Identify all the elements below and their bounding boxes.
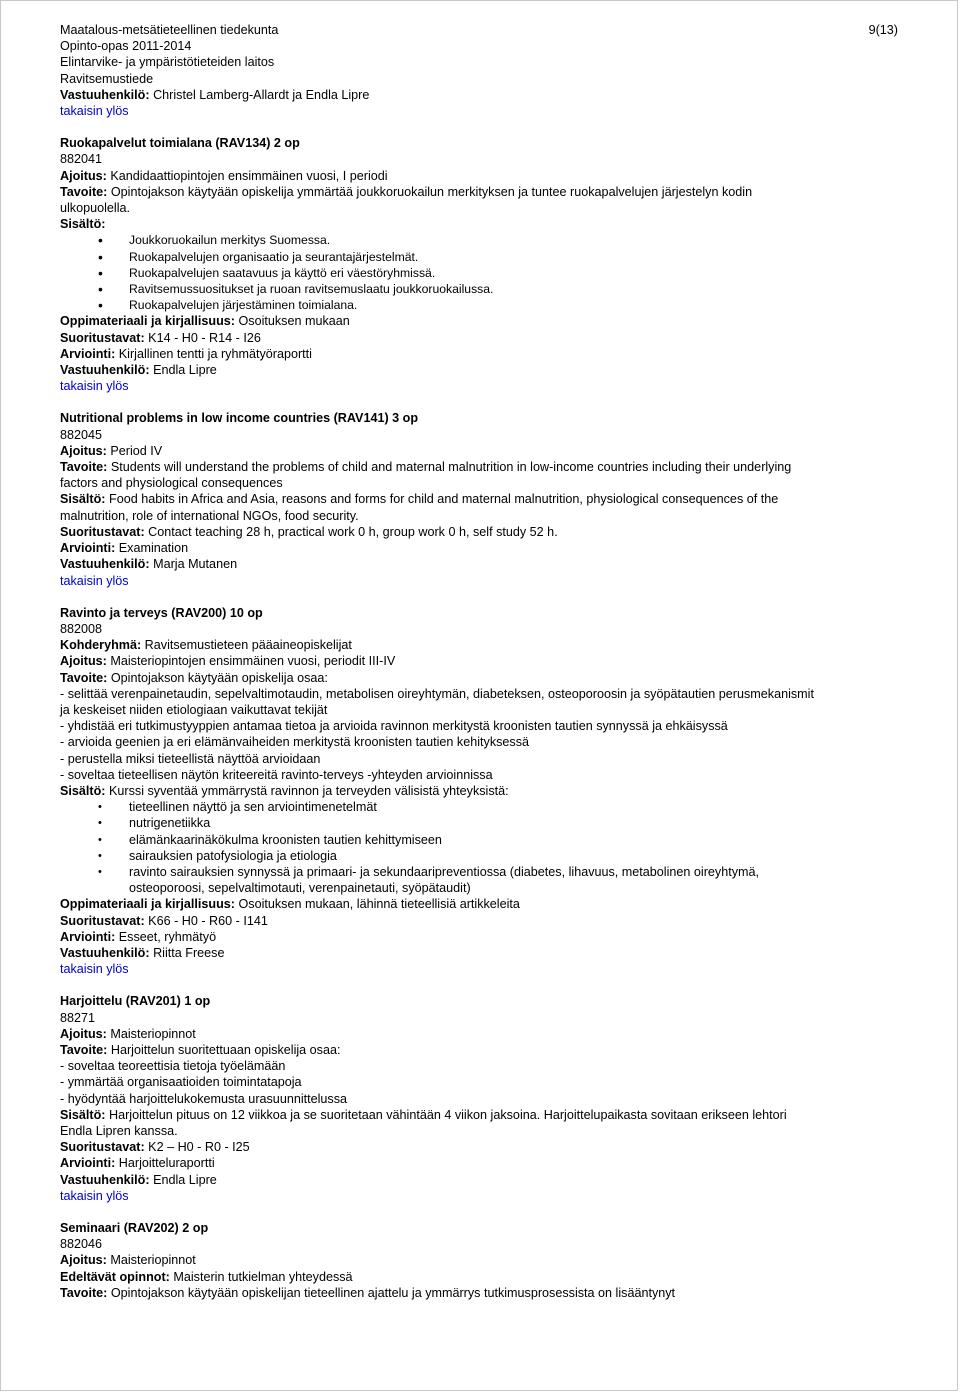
goal-line: - ymmärtää organisaatioiden toimintatapoja (60, 1075, 302, 1090)
back-to-top-link[interactable]: takaisin ylös (60, 379, 129, 394)
value: Osoituksen mukaan, lähinnä tieteellisiä artikkeleita (238, 897, 520, 912)
label: Vastuuhenkilö: (60, 945, 150, 960)
course-completion (60, 1139, 910, 1155)
value: Opintojakson käytyään opiskelija osaa: (110, 670, 328, 685)
course-code: 88271 (60, 1010, 96, 1025)
list-item: • Ruokapalvelujen saatavuus ja käyttö eri väestöryhmissä. (60, 265, 910, 281)
course-content (60, 491, 910, 507)
course-target-group (60, 637, 910, 653)
label: Kohderyhmä: (60, 638, 142, 653)
course-goal (60, 459, 910, 475)
label: Ajoitus: (60, 168, 107, 183)
label: Ajoitus: (60, 443, 107, 458)
label: Sisältö: (60, 492, 106, 507)
page-content (60, 22, 910, 1301)
value: Ravitsemustieteen pääaineopiskelijat (144, 638, 352, 653)
value: Harjoittelun pituus on 12 viikkoa ja se suoritetaan vähintään 4 viikon jaksoina. Harjoittelupaikasta sovitaan erikseen lehtori (109, 1107, 787, 1122)
goal-line: ja keskeiset niiden etiologiaan vaikuttavat tekijät (60, 702, 328, 717)
value: Contact teaching 28 h, practical work 0 h, group work 0 h, self study 52 h. (148, 524, 558, 539)
value: Osoituksen mukaan (238, 314, 350, 329)
course-content (60, 1107, 910, 1123)
label: Vastuuhenkilö: (60, 1172, 150, 1187)
value: Maisteriopinnot (110, 1253, 196, 1268)
value: Examination (118, 541, 189, 556)
value: Marja Mutanen (153, 557, 238, 572)
course-prerequisites (60, 1269, 910, 1285)
goal-line: - soveltaa tieteellisen näytön kriteereitä ravinto-terveys -yhteyden arvioinnissa (60, 767, 493, 782)
value: Students will understand the problems of child and maternal malnutrition in low-income countries including their underlying (110, 460, 792, 475)
value: Maisteriopintojen ensimmäinen vuosi, periodit III-IV (110, 654, 396, 669)
label: Tavoite: (60, 1285, 108, 1300)
course-code: 882046 (60, 1237, 103, 1252)
back-to-top-link[interactable]: takaisin ylös (60, 1188, 129, 1203)
label: Ajoitus: (60, 654, 107, 669)
course-assessment (60, 540, 910, 556)
course-completion (60, 524, 910, 540)
value: Esseet, ryhmätyö (118, 929, 217, 944)
course-responsible (60, 945, 910, 961)
value: Opintojakson käytyään opiskelijan tieteellinen ajattelu ja ymmärrys tutkimusprosessista on lisääntynyt (110, 1285, 676, 1300)
value: K2 – H0 - R0 - I25 (148, 1140, 250, 1155)
label: Suoritustavat: (60, 1140, 145, 1155)
content-list (60, 232, 910, 313)
course-timing (60, 168, 910, 184)
value: Christel Lamberg-Allardt ja Endla Lipre (153, 87, 370, 102)
label: Ajoitus: (60, 1026, 107, 1041)
label: Vastuuhenkilö: (60, 363, 150, 378)
label: Suoritustavat: (60, 524, 145, 539)
value: K66 - H0 - R60 - I141 (148, 913, 268, 928)
label: Tavoite: (60, 460, 108, 475)
course-title: Harjoittelu (RAV201) 1 op (60, 994, 211, 1009)
course-timing (60, 653, 910, 669)
course-timing (60, 1252, 910, 1268)
course-materials (60, 313, 910, 329)
value: Endla Lipre (153, 1172, 217, 1187)
course-code: 882041 (60, 152, 103, 167)
course-title: Nutritional problems in low income countries (RAV141) 3 op (60, 411, 419, 426)
value: Harjoitteluraportti (118, 1156, 215, 1171)
value: Harjoittelun suoritettuaan opiskelija osaa: (110, 1042, 341, 1057)
department-name: Elintarvike- ja ympäristötieteiden laitos (60, 55, 275, 70)
goal-line: - selittää verenpainetaudin, sepelvaltimotaudin, metabolisen oireyhtymän, diabeteksen, osteoporoosin ja syöpätautien perusmekanismit (60, 686, 814, 701)
label: Oppimateriaali ja kirjallisuus: (60, 314, 235, 329)
label: Arviointi: (60, 929, 116, 944)
course-completion (60, 913, 910, 929)
course-assessment (60, 1155, 910, 1171)
content-list (60, 799, 910, 896)
value: Kandidaattiopintojen ensimmäinen vuosi, I periodi (110, 168, 388, 183)
value: Kirjallinen tentti ja ryhmätyöraportti (118, 346, 312, 361)
label: Vastuuhenkilö: (60, 87, 150, 102)
label: Arviointi: (60, 346, 116, 361)
list-item (60, 864, 910, 896)
goal-line: - arvioida geenien ja eri elämänvaiheiden merkitystä kroonisten tautien kehityksessä (60, 735, 530, 750)
value: Food habits in Africa and Asia, reasons and forms for child and maternal malnutrition, physiological consequences of the (109, 492, 779, 507)
back-to-top-link[interactable]: takaisin ylös (60, 573, 129, 588)
list-item: • Ruokapalvelujen järjestäminen toimialana. (60, 297, 910, 313)
value: Endla Lipre (153, 363, 217, 378)
label: Edeltävät opinnot: (60, 1269, 170, 1284)
back-to-top-link[interactable]: takaisin ylös (60, 962, 129, 977)
label: Tavoite: (60, 184, 108, 199)
course-goal-cont: factors and physiological consequences (60, 476, 283, 491)
value: K14 - H0 - R14 - I26 (148, 330, 261, 345)
label: Suoritustavat: (60, 913, 145, 928)
course-goal (60, 1042, 910, 1058)
label: Ajoitus: (60, 1253, 107, 1268)
back-to-top-link[interactable]: takaisin ylös (60, 104, 129, 119)
value: Maisterin tutkielman yhteydessä (173, 1269, 353, 1284)
label: Vastuuhenkilö: (60, 557, 150, 572)
list-item: • tieteellinen näyttö ja sen arviointimenetelmät (60, 799, 910, 815)
course-content-cont: malnutrition, role of international NGOs, food security. (60, 508, 359, 523)
course-goal-cont: ulkopuolella. (60, 201, 131, 216)
label: Tavoite: (60, 670, 108, 685)
value: Kurssi syventää ymmärrystä ravinnon ja terveyden välisistä yhteyksistä: (109, 783, 509, 798)
course-code: 882045 (60, 427, 103, 442)
list-item: • nutrigenetiikka (60, 815, 910, 831)
course-timing (60, 443, 910, 459)
goal-line: - soveltaa teoreettisia tietoja työelämään (60, 1059, 286, 1074)
value: Opintojakson käytyään opiskelija ymmärtää joukkoruokailun merkityksen ja tuntee ruokapalvelujen järjestelyn kodin (110, 184, 753, 199)
subject-name: Ravitsemustiede (60, 71, 154, 86)
course-completion (60, 330, 910, 346)
goal-line: - hyödyntää harjoittelukokemusta urasuunnittelussa (60, 1091, 348, 1106)
list-item: • Ruokapalvelujen organisaatio ja seurantajärjestelmät. (60, 249, 910, 265)
course-content-label (60, 216, 910, 232)
course-content (60, 783, 910, 799)
course-responsible (60, 362, 910, 378)
value: Maisteriopinnot (110, 1026, 196, 1041)
label: Arviointi: (60, 1156, 116, 1171)
label: Tavoite: (60, 1042, 108, 1057)
value: Period IV (110, 443, 163, 458)
label: Arviointi: (60, 541, 116, 556)
list-item: • Joukkoruokailun merkitys Suomessa. (60, 232, 910, 248)
course-goal (60, 670, 910, 686)
list-item-text: • ravinto sairauksien synnyssä ja primaari- ja sekundaaripreventiossa (diabetes, lihavuus, metabolinen oireyhtymä, (129, 864, 760, 879)
list-item: • Ravitsemussuositukset ja ruoan ravitsemuslaatu joukkoruokailussa. (60, 281, 910, 297)
course-goal (60, 1285, 910, 1301)
goal-line: - perustella miksi tieteellistä näyttöä arvioidaan (60, 751, 321, 766)
goal-line: - yhdistää eri tutkimustyyppien antamaa tietoa ja arvioida ravinnon merkitystä kroonisten tautien synnyssä ja ehkäisyssä (60, 719, 728, 734)
header-responsible (60, 87, 910, 103)
course-goal (60, 184, 910, 200)
course-assessment (60, 929, 910, 945)
label: Sisältö: (60, 217, 106, 232)
course-materials (60, 896, 910, 912)
label: Suoritustavat: (60, 330, 145, 345)
course-code: 882008 (60, 621, 103, 636)
course-responsible (60, 1172, 910, 1188)
course-title: Ruokapalvelut toimialana (RAV134) 2 op (60, 136, 300, 151)
course-title: Seminaari (RAV202) 2 op (60, 1221, 209, 1236)
list-item-text-cont: osteoporoosi, sepelvaltimotauti, verenpainetauti, syöpätaudit) (129, 881, 471, 896)
label: Sisältö: (60, 1107, 106, 1122)
course-responsible (60, 556, 910, 572)
course-content-cont: Endla Lipren kanssa. (60, 1124, 178, 1138)
course-title: Ravinto ja terveys (RAV200) 10 op (60, 605, 263, 620)
course-assessment (60, 346, 910, 362)
label: Oppimateriaali ja kirjallisuus: (60, 897, 235, 912)
value: Riitta Freese (153, 945, 225, 960)
list-item: • elämänkaarinäkökulma kroonisten tautien kehittymiseen (60, 832, 910, 848)
label: Sisältö: (60, 783, 106, 798)
faculty-name: Maatalous-metsätieteellinen tiedekunta (60, 23, 279, 37)
page-number: 9(13) (868, 23, 898, 37)
course-timing (60, 1026, 910, 1042)
study-guide-title: Opinto-opas 2011-2014 (60, 39, 192, 54)
list-item: • sairauksien patofysiologia ja etiologia (60, 848, 910, 864)
